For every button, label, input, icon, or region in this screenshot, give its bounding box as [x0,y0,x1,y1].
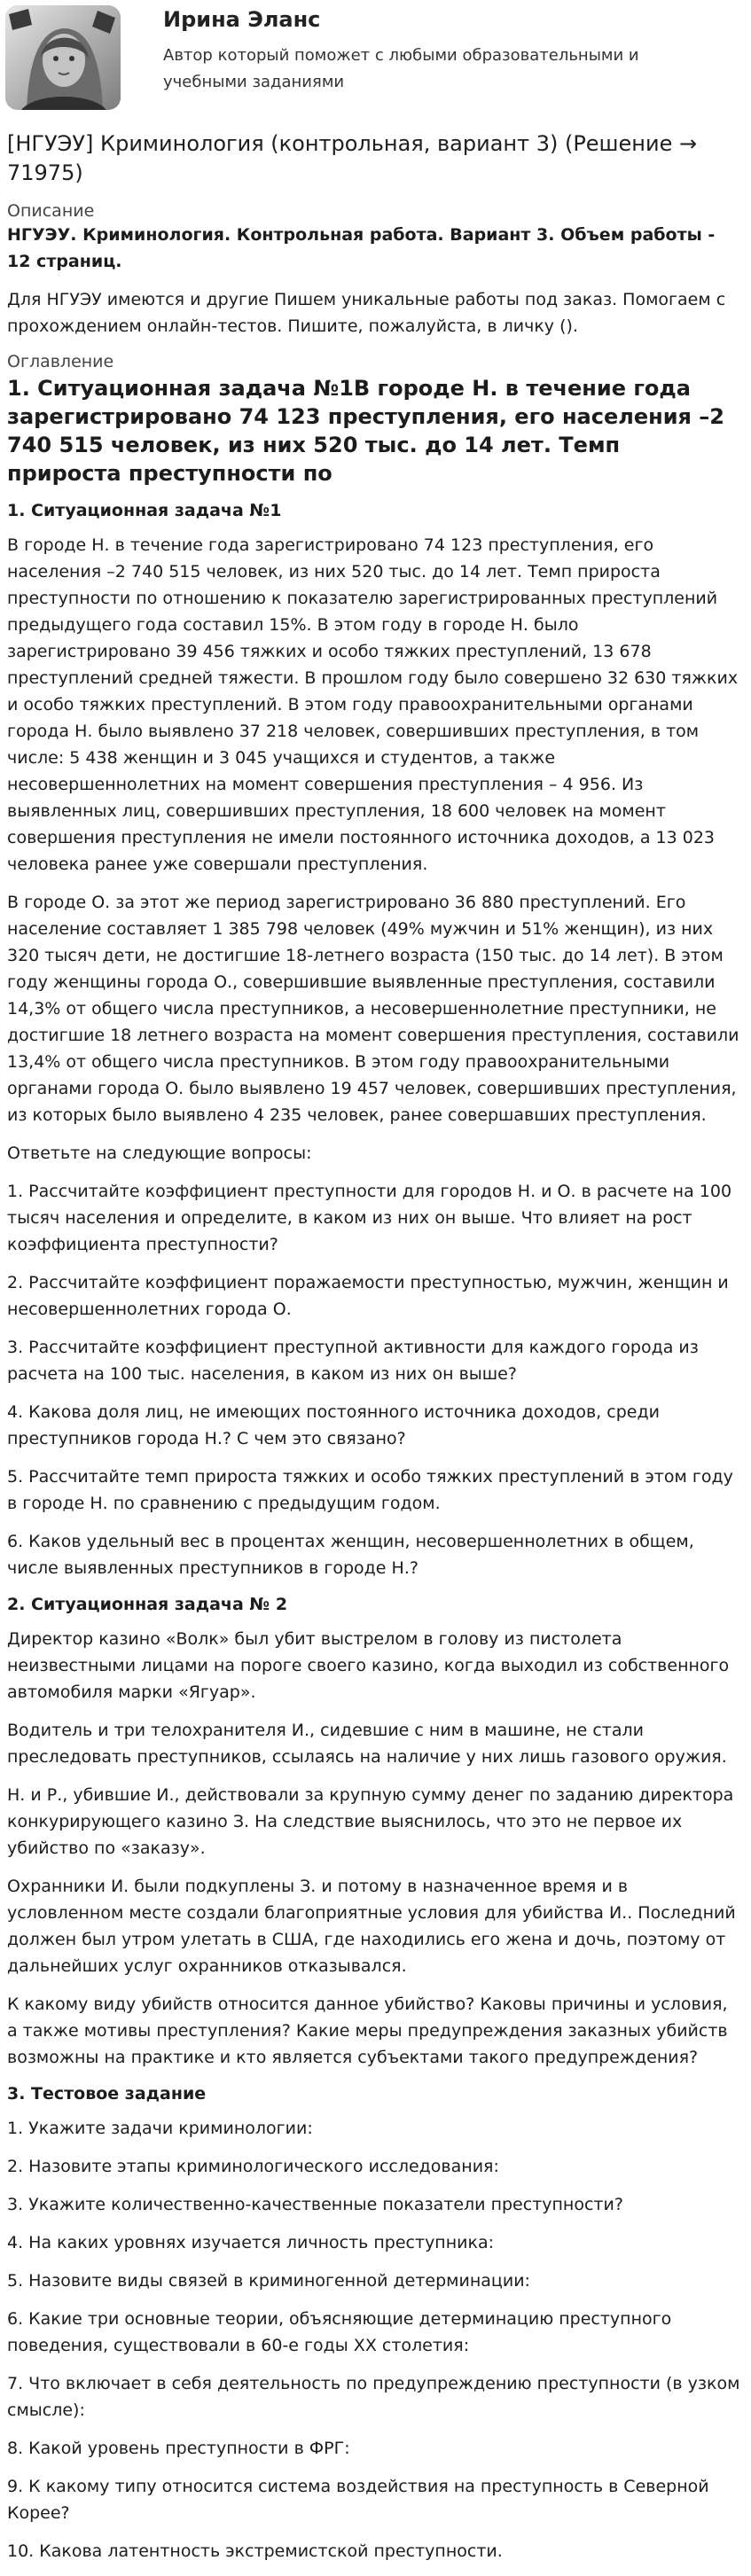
toc-heading: 1. Ситуационная задача №1В городе Н. в течение года зарегистрировано 74 123 преступления, его населения –2 740 515 человек, из них 520 тыс. до 14 лет. Темп прироста преступности по [7,376,724,486]
task3-heading: 3. Тестовое задание [7,2084,207,2104]
test-question: 9. К какому типу относится система воздействия на преступность в Северной Корее? [7,2477,709,2523]
task2-paragraph: Н. и Р., убившие И., действовали за крупную сумму денег по заданию директора конкурирующего казино З. На следствие выяснилось, что это не первое их убийство по «заказу». [7,1785,734,1858]
author-avatar[interactable] [5,5,121,110]
author-description: Автор который поможет с любыми образовательными и учебными заданиями [163,46,639,91]
description-label: Описание [7,201,95,221]
test-question: 3. Укажите количественно-качественные показатели преступности? [7,2195,623,2214]
test-question: 10. Какова латентность экстремистской преступности. [7,2541,503,2561]
author-card [0,0,751,124]
test-question: 4. На каких уровнях изучается личность преступника: [7,2233,495,2252]
work-title: [НГУЭУ] Криминология (контрольная, вариант 3) (Решение → 71975) [7,131,698,185]
author-name[interactable]: Ирина Эланс [163,7,321,32]
work-content [7,124,741,2576]
task2-paragraph: Водитель и три телохранителя И., сидевшие с ним в машине, не стали преследовать преступников, ссылаясь на наличие у них лишь газового оружия. [7,1721,727,1767]
work-description: НГУЭУ. Криминология. Контрольная работа. Вариант 3. Объем работы - 12 страниц. [7,225,716,271]
task1-question: 2. Рассчитайте коэффициент поражаемости преступностью, мужчин, женщин и несовершеннолетних города О. [7,1273,729,1319]
task1-question: 6. Каков удельный вес в процентах женщин, несовершеннолетних в общем, числе выявленных преступников в городе Н.? [7,1532,694,1578]
task1-question: 3. Рассчитайте коэффициент преступной активности для каждого города из расчета на 100 тыс. населения, в каком из них он выше? [7,1338,699,1384]
task1-question: 1. Рассчитайте коэффициент преступности для городов Н. и О. в расчете на 100 тысяч населения и определите, в каком из них он выше. Что влияет на рост коэффициента преступности? [7,1182,732,1254]
task1-heading: 1. Ситуационная задача №1 [7,501,282,520]
task1-question: 4. Какова доля лиц, не имеющих постоянного источника доходов, среди преступников города Н.? С чем это связано? [7,1402,660,1448]
task2-heading: 2. Ситуационная задача № 2 [7,1595,288,1614]
test-question: 5. Назовите виды связей в криминогенной детерминации: [7,2271,530,2291]
task2-paragraph: Охранники И. были подкуплены З. и потому в назначенное время и в условленном месте создали благоприятные условия для убийства И.. Последний должен был утром улетать в США, где находились его жена и дочь, поэтому от дальнейших услуг охранников отказывался. [7,1877,736,1976]
task1-paragraph: Ответьте на следующие вопросы: [7,1144,312,1163]
test-question: 8. Какой уровень преступности в ФРГ: [7,2439,350,2458]
promo-text: Для НГУЭУ имеются и другие Пишем уникальные работы под заказ. Помогаем с прохождением онлайн-тестов. Пишите, пожалуйста, в личку (). [7,290,726,336]
task2-paragraph: Директор казино «Волк» был убит выстрелом в голову из пистолета неизвестными лицами на пороге своего казино, когда выходил из собственного автомобиля марки «Ягуар». [7,1629,730,1702]
test-question: 1. Укажите задачи криминологии: [7,2119,313,2138]
task1-paragraph: В городе О. за этот же период зарегистрировано 36 880 преступлений. Его население составляет 1 385 798 человек (49% мужчин и 51% женщин), из них 320 тысяч дети, не достигшие 18-летнего возраста (150 тыс. до 14 лет). В этом году женщины города О., совершившие выявленные преступления, составили 14,3% от общего числа преступников, а несовершеннолетние преступники, не достигшие 18 летнего возраста на момент совершения преступления, составили 13,4% от общего числа преступников. В этом году правоохранительными органами города О. было выявлено 19 457 человек, совершивших преступления, из которых было выявлено 4 235 человек, ранее совершавших преступления. [7,893,739,1125]
task1-paragraph: В городе Н. в течение года зарегистрировано 74 123 преступления, его населения –2 740 515 человек, из них 520 тыс. до 14 лет. Темп прироста преступности по отношению к показателю зарегистрированных преступлений предыдущего года составил 15%. В этом году в городе Н. было зарегистрировано 39 456 тяжких и особо тяжких преступлений, 13 678 преступлений средней тяжести. В прошлом году было совершено 32 630 тяжких и особо тяжких преступлений. В этом году правоохранительными органами города Н. было выявлено 37 218 человек, совершивших преступления, в том числе: 5 438 женщин и 3 045 учащихся и студентов, а также несовершеннолетних на момент совершения преступления – 4 956. Из выявленных лиц, совершивших преступления, 18 600 человек на момент совершения преступления не имели постоянного источника доходов, а 13 023 человека ранее уже совершали преступления. [7,535,739,874]
toc-label: Оглавление [7,352,114,371]
test-question: 2. Назовите этапы криминологического исследования: [7,2157,499,2176]
task1-question: 5. Рассчитайте темп прироста тяжких и особо тяжких преступлений в этом году в городе Н. по сравнению с предыдущим годом. [7,1467,733,1513]
test-question: 7. Что включает в себя деятельность по предупреждению преступности (в узком смысле): [7,2374,740,2420]
test-question: 6. Какие три основные теории, объясняющие детерминацию преступного поведения, существовали в 60-е годы XX столетия: [7,2309,672,2355]
task2-paragraph: К какому виду убийств относится данное убийство? Каковы причины и условия, а также мотивы преступления? Какие меры предупреждения заказных убийств возможны на практике и кто является субъектами такого предупреждения? [7,1994,728,2067]
avatar-photo-icon [5,5,121,110]
